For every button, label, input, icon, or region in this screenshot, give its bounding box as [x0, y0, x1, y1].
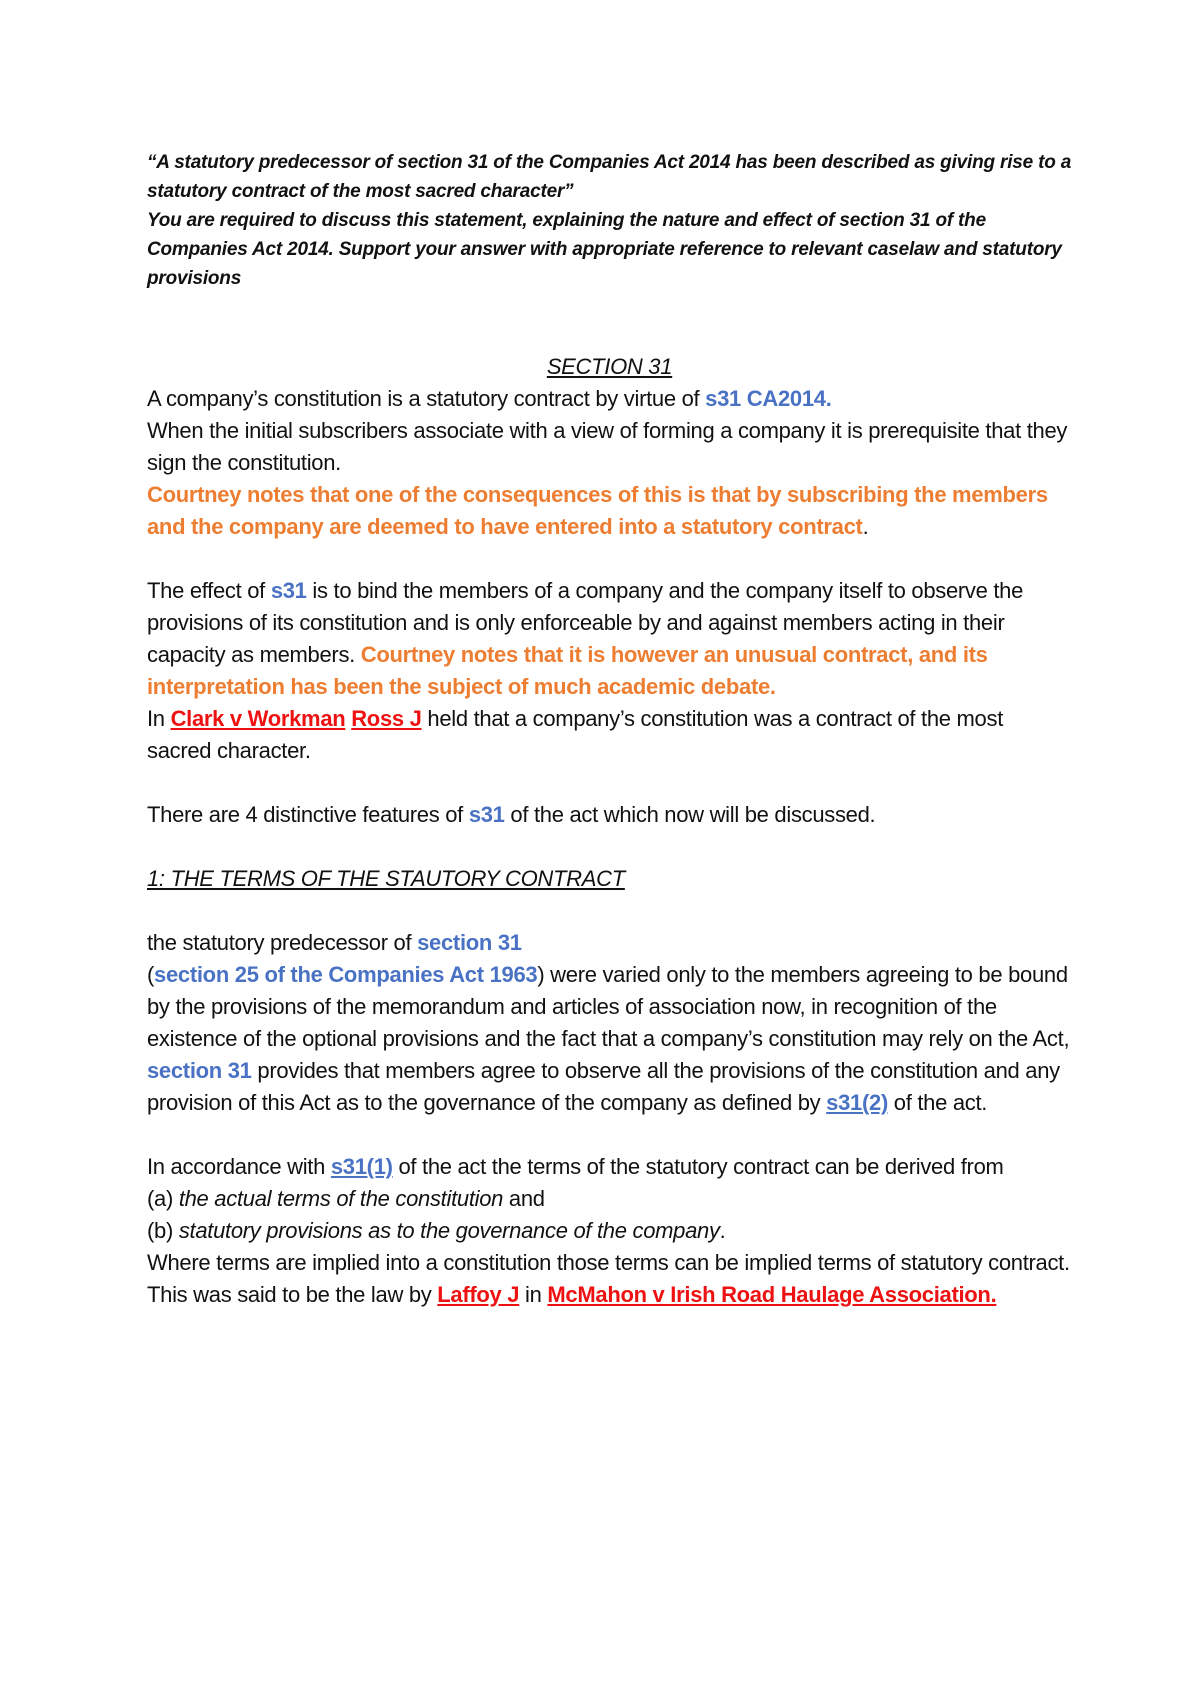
case-reference: McMahon v Irish Road Haulage Association. — [547, 1282, 997, 1307]
case-reference: Clark v Workman — [170, 706, 346, 731]
text: of the act which now will be discussed. — [504, 802, 876, 827]
statute-reference: s31 CA2014. — [705, 386, 832, 411]
paragraph-predecessor-line — [147, 927, 1072, 959]
spacer — [147, 293, 1072, 351]
text: the statutory predecessor of — [147, 930, 418, 955]
paragraph-predecessor — [147, 959, 1072, 1119]
spacer — [147, 543, 1072, 575]
statute-reference: s31(1) — [330, 1154, 393, 1179]
essay-body — [147, 293, 1072, 1311]
text: In — [147, 706, 171, 731]
text: ) were varied only to the members agreeing to be bound by the provisions of the memorandum and articles of association now, in recognition of the existence of the optional provisions and the fact that a company’s constitution may rely on the Act, — [147, 962, 1070, 1051]
text: Where terms are implied into a constitution those terms can be implied terms of statutory contract. This was said to be the law by — [147, 1250, 1070, 1307]
text: held that a company’s constitution was a contract of the most sacred character. — [147, 706, 1004, 763]
list-label: (b) — [147, 1218, 179, 1243]
statute-reference: s31(2) — [826, 1090, 888, 1115]
list-item-b — [147, 1215, 1072, 1247]
text: . — [719, 1218, 726, 1243]
statute-reference: s31 — [270, 578, 307, 603]
subheading-terms: 1: THE TERMS OF THE STAUTORY CONTRACT — [147, 866, 625, 891]
text: of the act the terms of the statutory contract can be derived from — [392, 1154, 1004, 1179]
judge-reference: Ross J — [351, 706, 422, 731]
text: . — [862, 514, 869, 539]
paragraph-implied-terms — [147, 1247, 1072, 1311]
paragraph-courtney-note — [147, 479, 1072, 543]
text: A company’s constitution is a statutory contract by virtue of — [147, 386, 706, 411]
paragraph-accordance — [147, 1151, 1072, 1183]
list-text: statutory provisions as to the governance of the company — [178, 1218, 720, 1243]
text: is to bind the members of a company and the company itself to observe the provisions of its constitution and is only enforceable by and against members acting in their capacity as members. — [147, 578, 1024, 667]
document-page — [147, 148, 1072, 1311]
text: In accordance with — [147, 1154, 331, 1179]
list-item-a — [147, 1183, 1072, 1215]
question-instructions: You are required to discuss this statement, explaining the nature and effect of section 31 of the Companies Act 2014. Support your answer with appropriate reference to relevant caselaw and statutory provisions — [147, 210, 1062, 289]
text: ( — [147, 962, 155, 987]
paragraph-subscribers: When the initial subscribers associate with a view of forming a company it is prerequisite that they sign the constitution. — [147, 418, 1068, 475]
text: provides that members agree to observe all the provisions of the constitution and any provision of this Act as to the governance of the company as defined by — [147, 1058, 1060, 1115]
text: There are 4 distinctive features of — [147, 802, 469, 827]
commentary-highlight: Courtney notes that one of the consequences of this is that by subscribing the members and the company are deemed to have entered into a statutory contract — [147, 482, 1048, 539]
paragraph-effect — [147, 575, 1072, 703]
judge-reference: Laffoy J — [437, 1282, 520, 1307]
statute-reference: s31 — [468, 802, 505, 827]
text: The effect of — [147, 578, 271, 603]
spacer — [147, 831, 1072, 863]
text: of the act. — [887, 1090, 988, 1115]
list-text: the actual terms of the constitution — [178, 1186, 504, 1211]
commentary-highlight: Courtney notes that it is however an unusual contract, and its interpretation has been the subject of much academic debate. — [147, 642, 988, 699]
spacer — [147, 767, 1072, 799]
question-quote: “A statutory predecessor of section 31 of the Companies Act 2014 has been described as giving rise to a statutory contract of the most sacred character” — [147, 152, 1072, 202]
essay-question — [147, 148, 1072, 293]
statute-reference: section 25 of the Companies Act 1963 — [154, 962, 538, 987]
paragraph-features — [147, 799, 1072, 831]
statute-reference: section 31 — [147, 1058, 252, 1083]
statute-reference: section 31 — [417, 930, 522, 955]
paragraph-case-clark — [147, 703, 1072, 767]
section-heading: SECTION 31 — [546, 354, 673, 379]
list-label: (a) — [147, 1186, 179, 1211]
text: and — [503, 1186, 545, 1211]
text: in — [519, 1282, 548, 1307]
paragraph-constitution — [147, 383, 1072, 415]
spacer — [147, 895, 1072, 927]
spacer — [147, 1119, 1072, 1151]
